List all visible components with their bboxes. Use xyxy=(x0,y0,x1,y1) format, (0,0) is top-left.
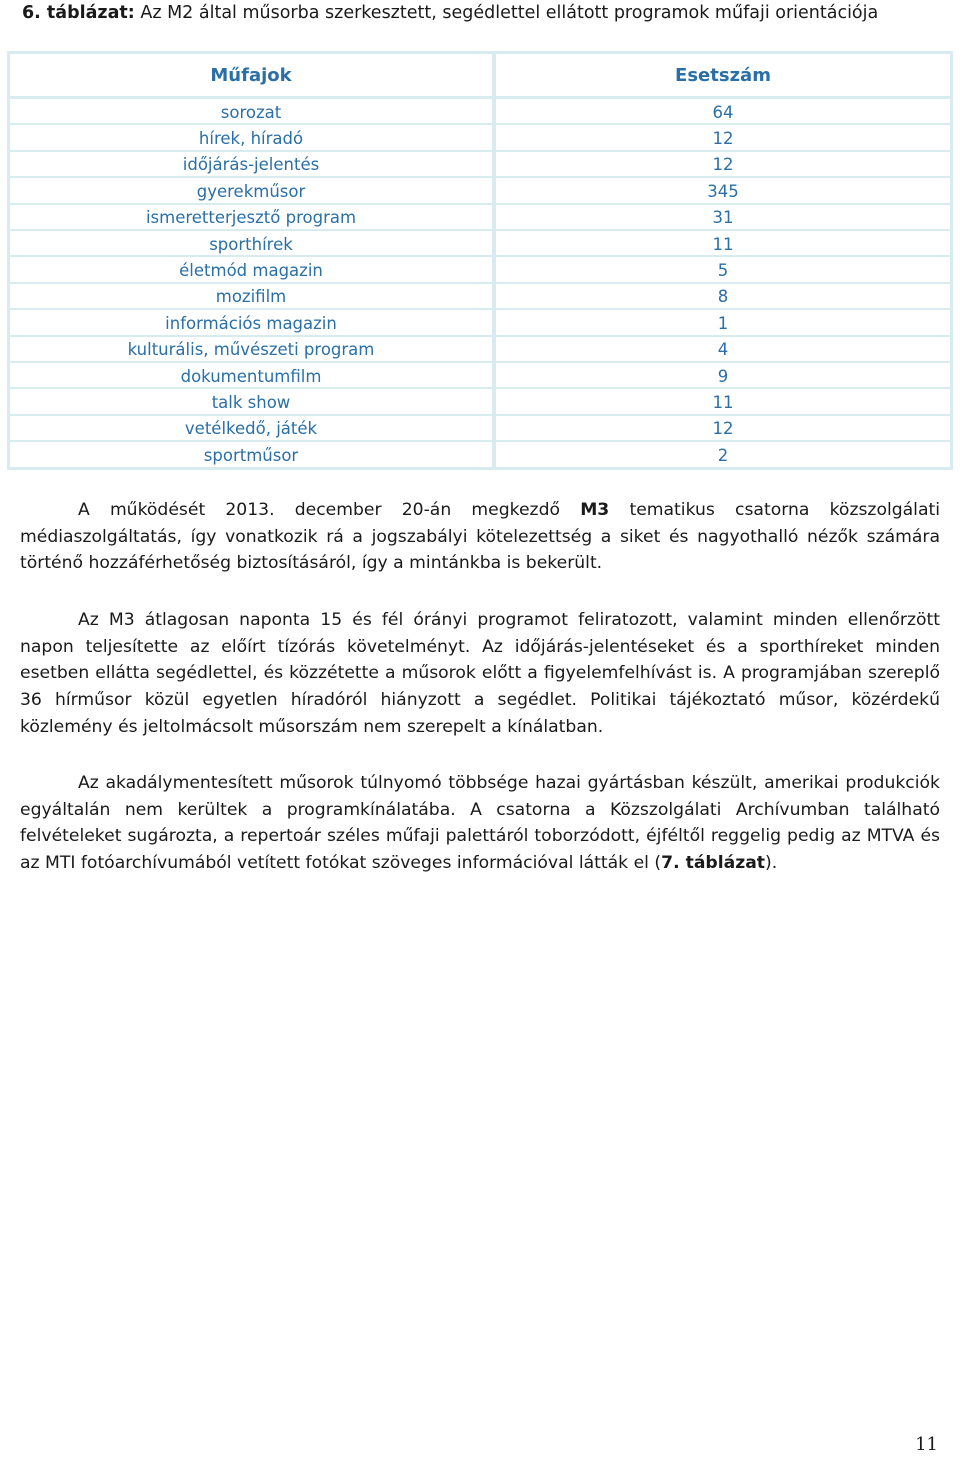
caption-label: 6. táblázat: xyxy=(22,3,135,23)
table-cell-genre-text: talk show xyxy=(211,393,291,413)
paragraph-2 xyxy=(20,607,940,741)
table-cell-count-text: 11 xyxy=(712,393,734,413)
count-column xyxy=(496,99,950,467)
table-cell-genre-text: hírek, híradó xyxy=(198,129,304,149)
paragraph-3-text-b: ). xyxy=(765,853,778,874)
table-cell-genre-text: dokumentumfilm xyxy=(180,366,322,386)
table-cell-count-text: 11 xyxy=(712,234,734,254)
table-cell-count xyxy=(496,257,950,283)
table-cell-genre-text: időjárás-jelentés xyxy=(182,155,320,175)
table-cell-count xyxy=(496,416,950,442)
table-cell-genre xyxy=(10,363,492,389)
paragraph-1-text-a: A működését 2013. december 20-án megkezdő xyxy=(78,500,581,520)
table-cell-genre-text: ismeretterjesztő program xyxy=(145,208,357,228)
table-cell-genre xyxy=(10,337,492,363)
paragraph-1-bold: M3 xyxy=(580,500,610,520)
table-cell-genre-text: gyerekműsor xyxy=(196,181,306,201)
genre-column xyxy=(10,99,492,467)
table-cell-genre xyxy=(10,257,492,283)
table-cell-count xyxy=(496,389,950,415)
table-cell-count xyxy=(496,205,950,231)
table-cell-count-text: 64 xyxy=(712,102,734,122)
paragraph-3-text-a: Az akadálymentesített műsorok túlnyomó többsége hazai gyártásban készült, amerikai produkciók egyáltalán nem kerültek a programkínálatába. A csatorna a Közszolgálati Archívumban található felvételeket sugározta, a repertoár széles műfaji palettáról toborzódott, éjféltől reggelig pedig az MTVA és az MTI fotóarchívumából vetített fotókat szöveges információval látták el ( xyxy=(20,773,940,874)
paragraph-1 xyxy=(20,497,940,577)
table-cell-count-text: 345 xyxy=(707,181,739,201)
table-cell-genre-text: mozifilm xyxy=(215,287,287,307)
paragraph-2-text: Az M3 átlagosan naponta 15 és fél órányi programot feliratozott, valamint minden ellenőrzött napon teljesítette az előírt tízórás követelményt. Az időjárás-jelentéseket és a sporthíreket minden esetben ellátta segédlettel, és közzétette a műsorok előtt a figyelemfelhívást is. A programjában szereplő 36 hírműsor közül egyetlen híradóról hiányzott a segédlet. Politikai tájékoztató műsor, közérdekű közlemény és jeltolmácsolt műsorszám nem szerepelt a kínálatban. xyxy=(20,610,940,737)
page-number: 11 xyxy=(915,1434,938,1455)
paragraph-3 xyxy=(20,770,940,877)
table-cell-count-text: 12 xyxy=(712,155,734,175)
table-cell-genre xyxy=(10,152,492,178)
table-cell-genre xyxy=(10,125,492,151)
table-cell-count xyxy=(496,363,950,389)
table-cell-genre xyxy=(10,284,492,310)
table-cell-count-text: 12 xyxy=(712,129,734,149)
table-cell-genre-text: sporthírek xyxy=(209,234,293,254)
table-cell-count-text: 2 xyxy=(717,445,729,465)
table-cell-genre xyxy=(10,178,492,204)
table-cell-count xyxy=(496,337,950,363)
table-cell-count-text: 5 xyxy=(717,261,729,281)
table-cell-count-text: 4 xyxy=(717,340,729,360)
table-cell-count xyxy=(496,152,950,178)
table-cell-count xyxy=(496,284,950,310)
table-cell-count-text: 12 xyxy=(712,419,734,439)
genre-table xyxy=(7,51,953,470)
paragraph-1-text-b: tematikus csatorna közszolgálati médiaszolgáltatás, így vonatkozik rá a jogszabályi kötelezettség a siket és nagyothalló nézők számára történő hozzáférhetőség biztosításáról, így a mintánkba is bekerült. xyxy=(20,500,940,574)
table-cell-genre-text: életmód magazin xyxy=(179,261,323,281)
table-caption xyxy=(22,2,952,24)
header-genres: Műfajok xyxy=(10,54,492,96)
table-cell-genre xyxy=(10,205,492,231)
table-cell-count-text: 8 xyxy=(717,287,729,307)
table-cell-count xyxy=(496,178,950,204)
table-cell-count-text: 31 xyxy=(712,208,734,228)
table-cell-genre-text: sorozat xyxy=(220,102,282,122)
table-cell-count-text: 9 xyxy=(717,366,729,386)
table-cell-genre xyxy=(10,99,492,125)
caption-text: Az M2 által műsorba szerkesztett, segédlettel ellátott programok műfaji orientációja xyxy=(134,3,879,23)
table-cell-count xyxy=(496,125,950,151)
table-cell-count-text: 1 xyxy=(717,313,729,333)
table-cell-genre-text: vetélkedő, játék xyxy=(184,419,318,439)
table-cell-genre xyxy=(10,442,492,468)
header-count: Esetszám xyxy=(496,54,950,96)
table-cell-count xyxy=(496,442,950,468)
table-cell-genre xyxy=(10,231,492,257)
table-cell-count xyxy=(496,231,950,257)
table-cell-genre xyxy=(10,310,492,336)
table-cell-genre xyxy=(10,416,492,442)
paragraph-3-bold: 7. táblázat xyxy=(661,853,766,874)
table-cell-count xyxy=(496,310,950,336)
table-cell-count xyxy=(496,99,950,125)
table-cell-genre xyxy=(10,389,492,415)
table-cell-genre-text: információs magazin xyxy=(165,313,337,333)
table-cell-genre-text: sportműsor xyxy=(203,445,299,465)
table-cell-genre-text: kulturális, művészeti program xyxy=(127,340,375,360)
